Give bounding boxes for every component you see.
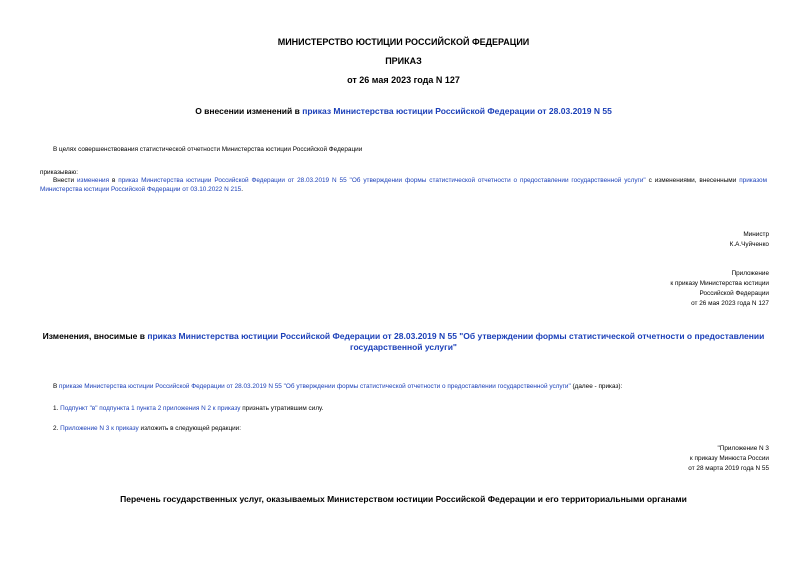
appendix-line-3: Российской Федерации bbox=[699, 290, 769, 297]
order-title bbox=[0, 106, 807, 116]
appendix3-block bbox=[688, 444, 769, 474]
changes-title-link[interactable]: приказ Министерства юстиции Российской Федерации от 28.03.2019 N 55 "Об утверждении формы статистической отчетности о предоставлении государственной услуги" bbox=[147, 331, 765, 352]
p1-text-a: Внести bbox=[53, 177, 77, 184]
appendix3-line-1: "Приложение N 3 bbox=[717, 445, 769, 452]
p1-text-d: . bbox=[241, 186, 243, 193]
item2-text: изложить в следующей редакции: bbox=[138, 425, 242, 432]
item1-number: 1. bbox=[53, 405, 61, 412]
changes-intro-link[interactable]: приказе Министерства юстиции Российской Федерации от 28.03.2019 N 55 "Об утверждении формы статистической отчетности о предоставлении государственной услуги" bbox=[59, 383, 571, 390]
appendix-line-4: от 26 мая 2023 года N 127 bbox=[691, 300, 769, 307]
order-heading: ПРИКАЗ bbox=[385, 56, 422, 66]
order-title-prefix: О внесении изменений в bbox=[195, 106, 303, 116]
order-title-link[interactable]: приказ Министерства юстиции Российской Федерации от 28.03.2019 N 55 bbox=[302, 106, 612, 116]
appendix-line-1: Приложение bbox=[731, 270, 769, 277]
order-date: от 26 мая 2023 года N 127 bbox=[347, 75, 460, 85]
paragraph-1 bbox=[40, 176, 767, 194]
ministry-heading: МИНИСТЕРСТВО ЮСТИЦИИ РОССИЙСКОЙ ФЕДЕРАЦИИ bbox=[277, 37, 530, 47]
changes-item-2 bbox=[53, 424, 241, 433]
item1-link[interactable]: Подпункт "в" подпункта 1 пункта 2 приложения N 2 к приказу bbox=[60, 405, 241, 412]
services-list-title: Перечень государственных услуг, оказываемых Министерством юстиции Российской Федерации и его территориальными органами bbox=[120, 494, 687, 504]
intro-paragraph: В целях совершенствования статистической отчетности Министерства юстиции Российской Федерации bbox=[53, 146, 363, 153]
appendix-line-2: к приказу Министерства юстиции bbox=[670, 280, 769, 287]
appendix3-line-3: от 28 марта 2019 года N 55 bbox=[688, 465, 769, 472]
p1-link-order[interactable]: приказ Министерства юстиции Российской Федерации от 28.03.2019 N 55 "Об утверждении формы статистической отчетности о предоставлении государственной услуги" bbox=[118, 177, 646, 184]
p1-text-b: в bbox=[109, 177, 119, 184]
p1-text-c: с изменениями, внесенными bbox=[645, 177, 740, 184]
changes-intro-a: В bbox=[53, 383, 60, 390]
changes-item-1 bbox=[53, 404, 323, 413]
p1-link-changes[interactable]: изменения bbox=[76, 177, 110, 184]
changes-intro bbox=[53, 382, 622, 391]
signature-position: Министр bbox=[743, 231, 769, 238]
signature-block bbox=[730, 230, 769, 250]
item2-link[interactable]: Приложение N 3 к приказу bbox=[60, 425, 139, 432]
p1-link-amending-order[interactable]: приказом Министерства юстиции Российской Федерации от 03.10.2022 N 215 bbox=[40, 177, 767, 193]
item1-text: признать утратившим силу. bbox=[240, 405, 324, 412]
appendix3-line-2: к приказу Минюста России bbox=[689, 455, 769, 462]
changes-title-prefix: Изменения, вносимые в bbox=[42, 331, 148, 341]
signature-name: К.А.Чуйченко bbox=[729, 241, 769, 248]
item2-number: 2. bbox=[53, 425, 61, 432]
appendix-block bbox=[670, 269, 769, 309]
changes-title bbox=[40, 331, 767, 353]
orders-word: приказываю: bbox=[40, 169, 78, 176]
changes-intro-b: (далее - приказ): bbox=[570, 383, 623, 390]
